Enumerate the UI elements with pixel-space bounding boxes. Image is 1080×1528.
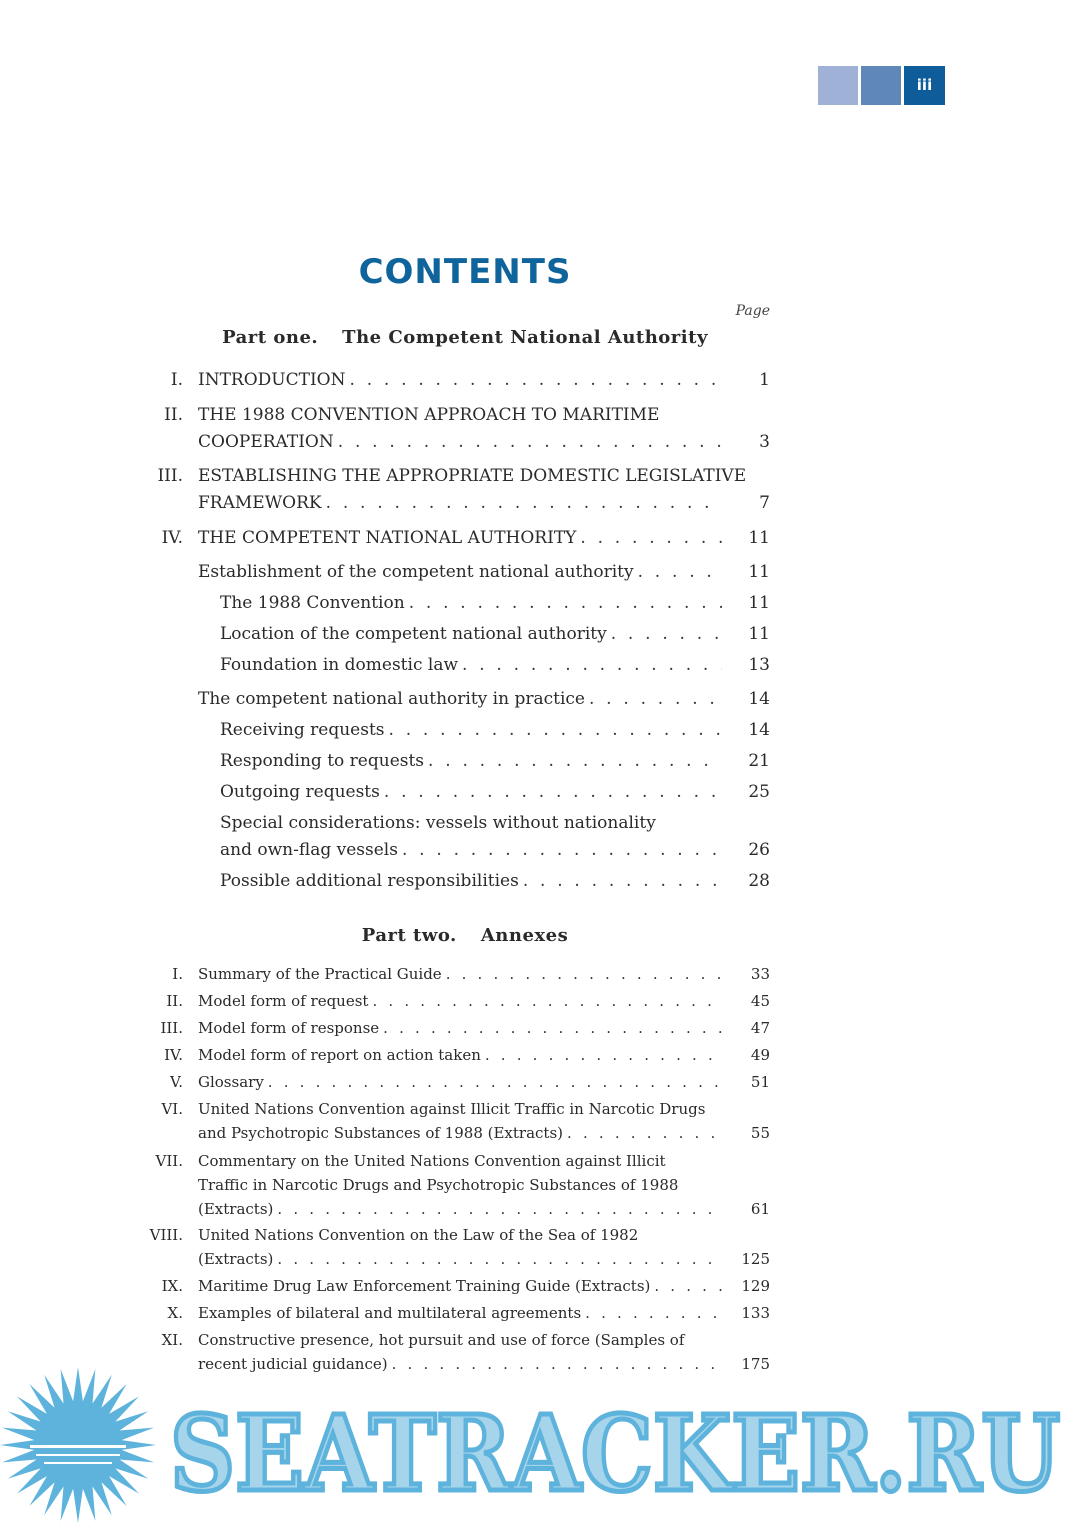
toc-entry-title: Examples of bilateral and multilateral agreements bbox=[198, 1304, 582, 1322]
toc-entry-title: United Nations Convention on the Law of the Sea of 1982 bbox=[198, 1226, 639, 1244]
toc-entry-line bbox=[198, 965, 770, 983]
toc-entry-line bbox=[198, 493, 770, 513]
toc-entry-line bbox=[198, 992, 770, 1010]
toc-entry-title: Foundation in domestic law bbox=[220, 655, 458, 675]
toc-entry-number: I. bbox=[172, 965, 183, 983]
dot-leader bbox=[326, 493, 722, 513]
toc-entry-line bbox=[220, 840, 770, 860]
watermark-text: SEATRACKER.RU bbox=[170, 1392, 1060, 1515]
toc-entry-page: 51 bbox=[750, 1073, 770, 1091]
toc-entry-title: The competent national authority in practice bbox=[198, 689, 585, 709]
toc-entry-title: Location of the competent national authority bbox=[220, 624, 607, 644]
toc-entry-title: Commentary on the United Nations Convention against Illicit bbox=[198, 1152, 666, 1170]
toc-entry-title: Outgoing requests bbox=[220, 782, 380, 802]
toc-entry-number: VI. bbox=[161, 1100, 183, 1118]
dot-leader bbox=[372, 992, 722, 1010]
toc-entry-title: FRAMEWORK bbox=[198, 493, 322, 513]
toc-entry-page: 129 bbox=[741, 1277, 770, 1295]
toc-entry-page: 25 bbox=[748, 782, 770, 802]
dot-leader bbox=[585, 1304, 722, 1322]
page-tab-light bbox=[818, 66, 858, 105]
page-column-label: Page bbox=[735, 303, 770, 319]
dot-leader bbox=[611, 624, 722, 644]
toc-entry-number: III. bbox=[160, 1019, 183, 1037]
page-title: CONTENTS bbox=[358, 252, 572, 292]
toc-entry-line bbox=[220, 751, 770, 771]
toc-entry-title: Glossary bbox=[198, 1073, 264, 1091]
toc-entry-page: 11 bbox=[748, 528, 770, 548]
toc-entry-page: 125 bbox=[741, 1250, 770, 1268]
toc-entry-line bbox=[198, 1277, 770, 1295]
toc-entry-page: 26 bbox=[748, 840, 770, 860]
toc-entry-line bbox=[198, 1046, 770, 1064]
toc-entry-line bbox=[198, 562, 770, 582]
part-two-heading bbox=[0, 925, 930, 946]
page-number-badge: iii bbox=[904, 66, 945, 105]
toc-entry-line bbox=[220, 655, 770, 675]
dot-leader bbox=[277, 1250, 722, 1268]
toc-entry-number: XI. bbox=[161, 1331, 183, 1349]
toc-entry-page: 33 bbox=[750, 965, 770, 983]
toc-entry-title: Maritime Drug Law Enforcement Training Guide (Extracts) bbox=[198, 1277, 651, 1295]
toc-entry-title: (Extracts) bbox=[198, 1250, 274, 1268]
dot-leader bbox=[638, 562, 722, 582]
dot-leader bbox=[350, 370, 723, 390]
toc-entry-number: III. bbox=[157, 466, 183, 486]
toc-entry-page: 47 bbox=[750, 1019, 770, 1037]
toc-entry-page: 49 bbox=[750, 1046, 770, 1064]
toc-entry-title: Constructive presence, hot pursuit and use of force (Samples of bbox=[198, 1331, 685, 1349]
part-one-label: Part one. bbox=[222, 327, 319, 348]
toc-entry-page: 3 bbox=[759, 432, 770, 452]
toc-entry-number: II. bbox=[166, 992, 183, 1010]
dot-leader bbox=[268, 1073, 722, 1091]
toc-entry-line bbox=[198, 689, 770, 709]
dot-leader bbox=[383, 1019, 722, 1037]
dot-leader bbox=[523, 871, 722, 891]
toc-entry-number: II. bbox=[164, 405, 183, 425]
toc-entry-page: 133 bbox=[741, 1304, 770, 1322]
toc-entry-title: (Extracts) bbox=[198, 1200, 274, 1218]
toc-entry-number: VIII. bbox=[149, 1226, 183, 1244]
toc-entry-page: 61 bbox=[750, 1200, 770, 1218]
toc-entry-title: Summary of the Practical Guide bbox=[198, 965, 442, 983]
toc-entry-line bbox=[220, 782, 770, 802]
toc-entry-page: 14 bbox=[748, 720, 770, 740]
toc-entry-page: 11 bbox=[748, 624, 770, 644]
toc-entry-title: and own-flag vessels bbox=[220, 840, 398, 860]
toc-entry-title: INTRODUCTION bbox=[198, 370, 346, 390]
part-one-heading bbox=[0, 327, 930, 348]
dot-leader bbox=[567, 1124, 722, 1142]
toc-entry-number: IV. bbox=[164, 1046, 183, 1064]
dot-leader bbox=[589, 689, 722, 709]
toc-entry-line bbox=[198, 1304, 770, 1322]
dot-leader bbox=[277, 1200, 722, 1218]
dot-leader bbox=[654, 1277, 722, 1295]
toc-entry-number: VII. bbox=[155, 1152, 183, 1170]
toc-entry-page: 45 bbox=[750, 992, 770, 1010]
toc-entry-number: IV. bbox=[161, 528, 183, 548]
toc-entry-page: 14 bbox=[748, 689, 770, 709]
toc-entry-title: recent judicial guidance) bbox=[198, 1355, 388, 1373]
part-two-name: Annexes bbox=[480, 925, 569, 946]
part-two-label: Part two. bbox=[361, 925, 457, 946]
toc-entry-title: Possible additional responsibilities bbox=[220, 871, 519, 891]
toc-entry-title: Special considerations: vessels without nationality bbox=[220, 813, 656, 833]
toc-entry-page: 175 bbox=[741, 1355, 770, 1373]
toc-entry-title: THE COMPETENT NATIONAL AUTHORITY bbox=[198, 528, 577, 548]
toc-entry-number: IX. bbox=[161, 1277, 183, 1295]
toc-entry-line bbox=[198, 1250, 770, 1268]
toc-entry-title: Establishment of the competent national authority bbox=[198, 562, 634, 582]
dot-leader bbox=[389, 720, 722, 740]
toc-entry-line bbox=[198, 1124, 770, 1142]
watermark-text-fill: SEATRACKER.RU bbox=[170, 1392, 1060, 1515]
dot-leader bbox=[409, 593, 722, 613]
dot-leader bbox=[384, 782, 722, 802]
toc-entry-title: Model form of request bbox=[198, 992, 369, 1010]
toc-entry-title: and Psychotropic Substances of 1988 (Extracts) bbox=[198, 1124, 564, 1142]
toc-entry-page: 7 bbox=[759, 493, 770, 513]
dot-leader bbox=[338, 432, 722, 452]
dot-leader bbox=[462, 655, 722, 675]
watermark bbox=[0, 1365, 1080, 1528]
toc-entry-number: X. bbox=[167, 1304, 183, 1322]
dot-leader bbox=[580, 528, 722, 548]
toc-entry-line bbox=[220, 624, 770, 644]
toc-entry-title: The 1988 Convention bbox=[220, 593, 405, 613]
toc-entry-line bbox=[220, 720, 770, 740]
toc-entry-title: Receiving requests bbox=[220, 720, 385, 740]
toc-entry-line bbox=[198, 432, 770, 452]
toc-entry-page: 1 bbox=[759, 370, 770, 390]
toc-entry-line bbox=[220, 871, 770, 891]
toc-entry-page: 11 bbox=[748, 562, 770, 582]
toc-entry-page: 21 bbox=[748, 751, 770, 771]
toc-entry-line bbox=[220, 593, 770, 613]
dot-leader bbox=[402, 840, 722, 860]
toc-entry-title: ESTABLISHING THE APPROPRIATE DOMESTIC LEGISLATIVE bbox=[198, 466, 747, 486]
toc-entry-line bbox=[198, 1073, 770, 1091]
sun-logo-icon bbox=[0, 1367, 156, 1523]
page-tab-mid bbox=[861, 66, 901, 105]
dot-leader bbox=[446, 965, 722, 983]
part-one-name: The Competent National Authority bbox=[342, 327, 708, 348]
toc-entry-page: 13 bbox=[748, 655, 770, 675]
toc-entry-line bbox=[198, 1019, 770, 1037]
dot-leader bbox=[428, 751, 722, 771]
toc-entry-page: 55 bbox=[750, 1124, 770, 1142]
toc-entry-title: Model form of report on action taken bbox=[198, 1046, 481, 1064]
toc-entry-number: V. bbox=[170, 1073, 183, 1091]
toc-entry-page: 28 bbox=[748, 871, 770, 891]
toc-entry-page: 11 bbox=[748, 593, 770, 613]
toc-entry-title: United Nations Convention against Illicit Traffic in Narcotic Drugs bbox=[198, 1100, 706, 1118]
toc-entry-title: Model form of response bbox=[198, 1019, 380, 1037]
toc-entry-line bbox=[198, 1200, 770, 1218]
toc-entry-title: Traffic in Narcotic Drugs and Psychotropic Substances of 1988 bbox=[198, 1176, 679, 1194]
toc-entry-title: Responding to requests bbox=[220, 751, 425, 771]
toc-entry-line bbox=[198, 370, 770, 390]
toc-entry-title: THE 1988 CONVENTION APPROACH TO MARITIME bbox=[198, 405, 660, 425]
toc-entry-title: COOPERATION bbox=[198, 432, 334, 452]
toc-entry-number: I. bbox=[170, 370, 183, 390]
dot-leader bbox=[485, 1046, 722, 1064]
toc-entry-line bbox=[198, 528, 770, 548]
